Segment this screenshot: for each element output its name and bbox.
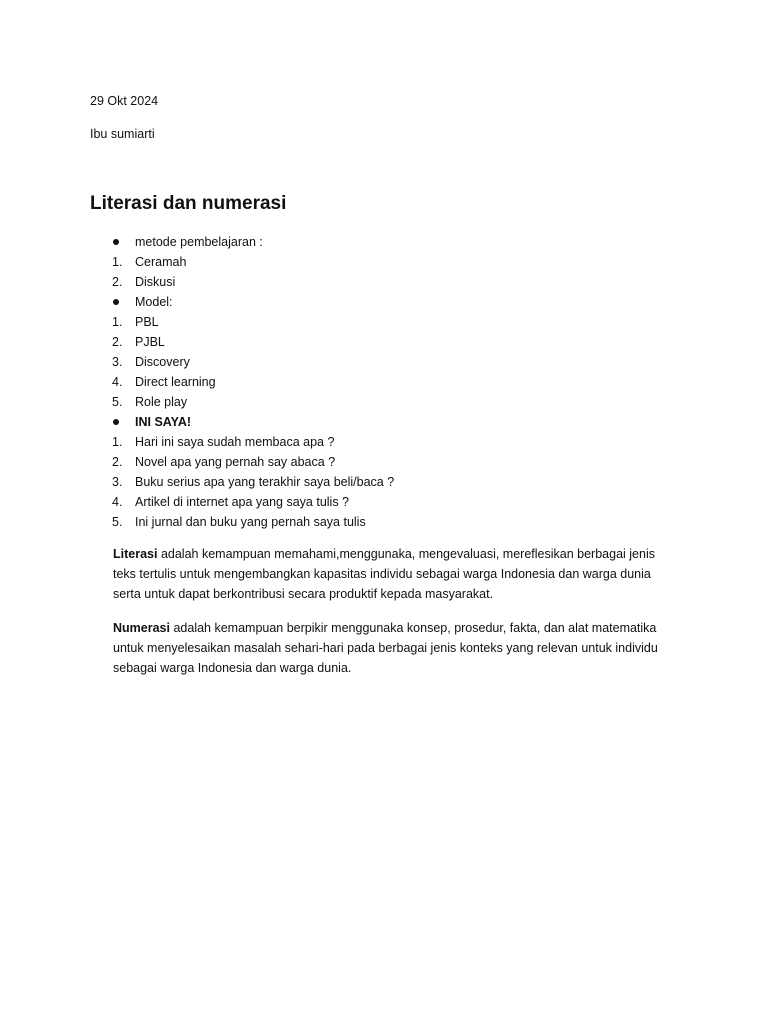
numbered-list-item — [108, 472, 394, 492]
numbered-list-item — [108, 392, 394, 412]
list-number: 1. — [112, 255, 123, 269]
bullet-icon — [113, 239, 119, 245]
definition-literasi: adalah kemampuan memahami,menggunaka, mengevaluasi, mereflesikan berbagai jenis teks tertulis untuk mengembangkan kapasitas individu sebagai warga Indonesia dan warga dunia serta untuk dapat berkontribusi secara produktif kepada masyarakat. — [113, 547, 655, 601]
document-author: Ibu sumiarti — [90, 127, 155, 141]
list-item-text: Artikel di internet apa yang saya tulis ? — [135, 495, 350, 509]
numbered-list-item — [108, 452, 394, 472]
list-number: 1. — [112, 435, 123, 449]
list-number: 4. — [112, 375, 123, 389]
bullet-icon — [113, 419, 119, 425]
numbered-list-item — [108, 432, 394, 452]
bullet-list-item — [108, 412, 394, 432]
list-number: 2. — [112, 275, 123, 289]
numbered-list-item — [108, 332, 394, 352]
list-number: 1. — [112, 315, 123, 329]
document-title: Literasi dan numerasi — [90, 193, 287, 214]
list-item-text: Diskusi — [135, 275, 176, 289]
term-numerasi: Numerasi — [113, 621, 170, 635]
list-item-text: PBL — [135, 315, 159, 329]
list-number: 5. — [112, 395, 123, 409]
paragraph-numerasi — [113, 618, 673, 678]
list-item-text: Discovery — [135, 355, 190, 369]
list-item-text: metode pembelajaran : — [135, 235, 263, 249]
list-item-text: INI SAYA! — [135, 415, 192, 429]
list-number: 3. — [112, 355, 123, 369]
bullet-list-item — [108, 232, 394, 252]
outline-list — [108, 232, 394, 532]
list-item-text: Buku serius apa yang terakhir saya beli/baca ? — [135, 475, 395, 489]
list-item-text: Ceramah — [135, 255, 187, 269]
list-number: 4. — [112, 495, 123, 509]
list-item-text: Role play — [135, 395, 188, 409]
list-item-text: Hari ini saya sudah membaca apa ? — [135, 435, 335, 449]
definition-numerasi: adalah kemampuan berpikir menggunaka konsep, prosedur, fakta, dan alat matematika untuk menyelesaikan masalah sehari-hari pada berbagai jenis konteks yang relevan untuk individu sebagai warga Indonesia dan warga dunia. — [113, 621, 658, 675]
term-literasi: Literasi — [113, 547, 158, 561]
bullet-icon — [113, 299, 119, 305]
list-item-text: Direct learning — [135, 375, 216, 389]
list-number: 5. — [112, 515, 123, 529]
list-item-text: Novel apa yang pernah say abaca ? — [135, 455, 336, 469]
list-item-text: Ini jurnal dan buku yang pernah saya tulis — [135, 515, 366, 529]
bullet-list-item — [108, 292, 394, 312]
list-item-text: Model: — [135, 295, 173, 309]
list-item-text: PJBL — [135, 335, 165, 349]
paragraph-literasi — [113, 544, 673, 604]
numbered-list-item — [108, 512, 394, 532]
numbered-list-item — [108, 492, 394, 512]
list-number: 2. — [112, 455, 123, 469]
list-number: 3. — [112, 475, 123, 489]
numbered-list-item — [108, 372, 394, 392]
list-number: 2. — [112, 335, 123, 349]
numbered-list-item — [108, 272, 394, 292]
numbered-list-item — [108, 312, 394, 332]
numbered-list-item — [108, 252, 394, 272]
numbered-list-item — [108, 352, 394, 372]
document-date: 29 Okt 2024 — [90, 94, 159, 108]
